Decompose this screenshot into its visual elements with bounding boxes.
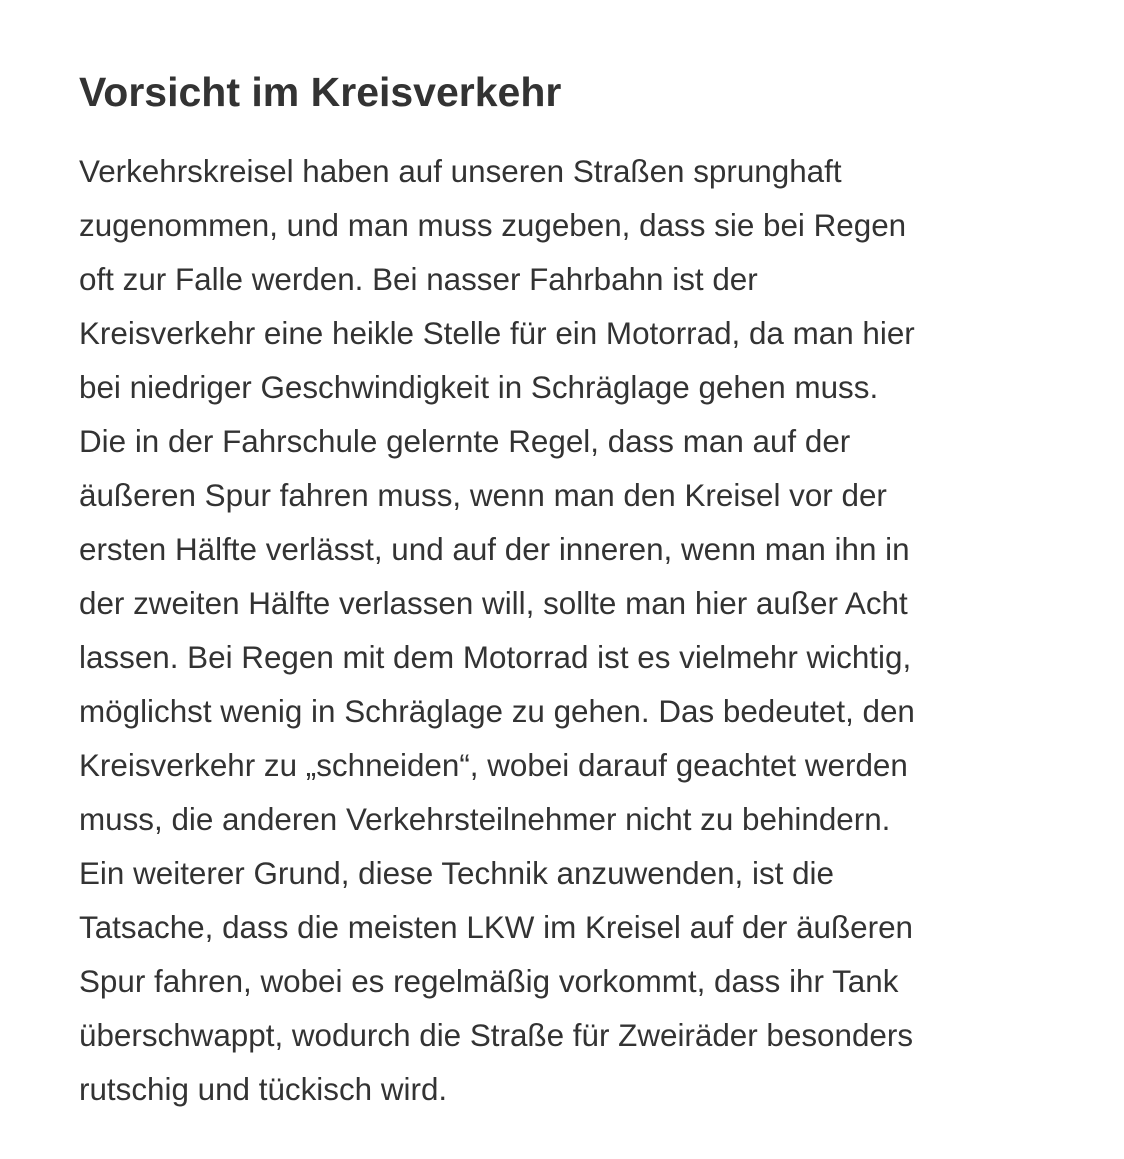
body-line: zugenommen, und man muss zugeben, dass sie bei Regen: [79, 208, 907, 243]
body-line: möglichst wenig in Schräglage zu gehen. Das bedeutet, den: [79, 694, 915, 729]
body-line: überschwappt, wodurch die Straße für Zweiräder besonders: [79, 1018, 914, 1053]
body-line: Ein weiterer Grund, diese Technik anzuwenden, ist die: [79, 856, 834, 891]
body-line: ersten Hälfte verlässt, und auf der inneren, wenn man ihn in: [79, 532, 910, 567]
body-line: bei niedriger Geschwindigkeit in Schräglage gehen muss.: [79, 370, 879, 405]
body-line: Spur fahren, wobei es regelmäßig vorkommt, dass ihr Tank: [79, 964, 899, 999]
body-line: äußeren Spur fahren muss, wenn man den Kreisel vor der: [79, 478, 887, 513]
article-body: [79, 145, 1079, 1117]
article: [79, 62, 1079, 1117]
body-line: lassen. Bei Regen mit dem Motorrad ist es vielmehr wichtig,: [79, 640, 912, 675]
article-title: Vorsicht im Kreisverkehr: [79, 69, 562, 115]
body-line: Verkehrskreisel haben auf unseren Straßen sprunghaft: [79, 154, 842, 189]
body-line: der zweiten Hälfte verlassen will, sollte man hier außer Acht: [79, 586, 908, 621]
body-line: Kreisverkehr zu „schneiden“, wobei darauf geachtet werden: [79, 748, 908, 783]
body-line: rutschig und tückisch wird.: [79, 1072, 448, 1107]
body-line: Tatsache, dass die meisten LKW im Kreisel auf der äußeren: [79, 910, 913, 945]
body-line: Die in der Fahrschule gelernte Regel, dass man auf der: [79, 424, 851, 459]
body-line: Kreisverkehr eine heikle Stelle für ein Motorrad, da man hier: [79, 316, 915, 351]
body-line: oft zur Falle werden. Bei nasser Fahrbahn ist der: [79, 262, 758, 297]
body-line: muss, die anderen Verkehrsteilnehmer nicht zu behindern.: [79, 802, 891, 837]
